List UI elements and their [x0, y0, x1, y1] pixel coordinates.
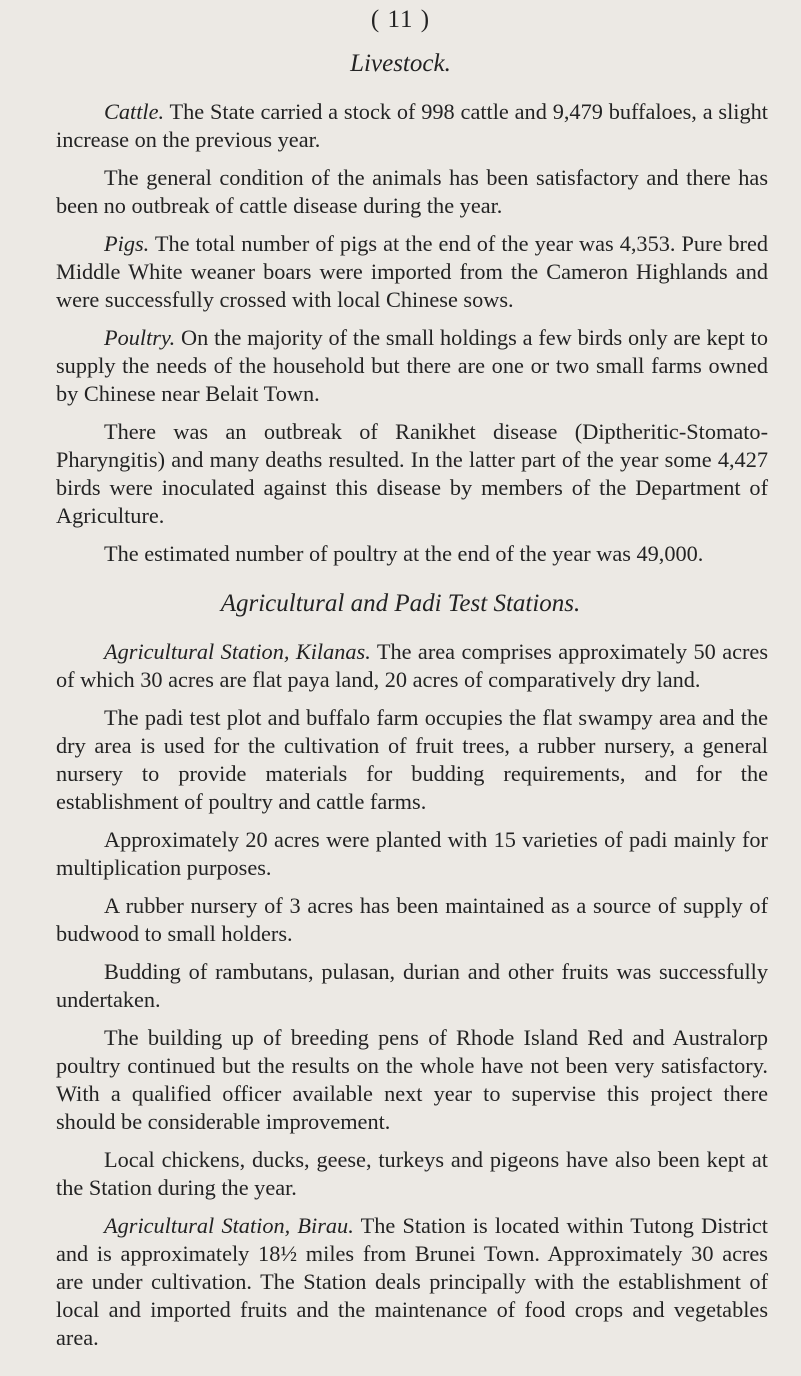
budding-paragraph: Budding of rambutans, pulasan, durian and other fruits was successfully undertaken. — [56, 959, 768, 1013]
page-number: ( 11 ) — [370, 6, 431, 33]
cattle-paragraph — [56, 98, 768, 154]
pigs-lead: Pigs. — [104, 231, 150, 256]
breeding-pens-paragraph: The building up of breeding pens of Rhode Island Red and Australorp poultry continued but the results on the whole have not been very satisfactory. With a qualified officer available next year to supervise this project there should be considerable improvement. — [56, 1025, 768, 1135]
local-chickens-paragraph: Local chickens, ducks, geese, turkeys and pigeons have also been kept at the Station during the year. — [56, 1147, 768, 1201]
cattle-lead: Cattle. — [104, 99, 165, 124]
poultry-lead: Poultry. — [104, 325, 176, 350]
pigs-paragraph — [56, 230, 768, 314]
stations-heading: Agricultural and Padi Test Stations. — [220, 590, 581, 617]
cattle-condition-paragraph: The general condition of the animals has been satisfactory and there has been no outbreak of cattle disease during the year. — [56, 165, 768, 219]
kilanas-paragraph — [56, 638, 768, 694]
kilanas-lead: Agricultural Station, Kilanas. — [104, 639, 371, 664]
varieties-paragraph: Approximately 20 acres were planted with 15 varieties of padi mainly for multiplication purposes. — [56, 827, 768, 881]
birau-text: The Station is located within Tutong District and is approximately 18½ miles from Brunei Town. Approximately 30 acres are under cultivation. The Station deals principally with the establishment of local and imported fruits and the maintenance of food crops and vegetables area. — [56, 1213, 768, 1351]
poultry-paragraph — [56, 324, 768, 408]
livestock-heading: Livestock. — [350, 50, 451, 77]
pigs-text: The total number of pigs at the end of the year was 4,353. Pure bred Middle White weaner boars were imported from the Cameron Highlands and were successfully crossed with local Chinese sows. — [56, 231, 768, 313]
poultry-estimate-paragraph: The estimated number of poultry at the end of the year was 49,000. — [104, 541, 704, 566]
birau-lead: Agricultural Station, Birau. — [104, 1213, 354, 1238]
cattle-text: The State carried a stock of 998 cattle and 9,479 buffaloes, a slight increase on the previous year. — [56, 99, 768, 153]
ranikhet-paragraph: There was an outbreak of Ranikhet disease (Diptheritic-Stomato-Pharyngitis) and many deaths resulted. In the latter part of the year some 4,427 birds were inoculated against this disease by members of the Department of Agriculture. — [56, 419, 768, 529]
padi-plot-paragraph: The padi test plot and buffalo farm occupies the flat swampy area and the dry area is used for the cultivation of fruit trees, a rubber nursery, a general nursery to provide materials for budding requirements, and for the establishment of poultry and cattle farms. — [56, 705, 768, 815]
poultry-text: On the majority of the small holdings a few birds only are kept to supply the needs of the household but there are one or two small farms owned by Chinese near Belait Town. — [56, 325, 768, 407]
rubber-nursery-paragraph: A rubber nursery of 3 acres has been maintained as a source of supply of budwood to small holders. — [56, 893, 768, 947]
kilanas-text: The area comprises approximately 50 acres of which 30 acres are flat paya land, 20 acres of comparatively dry land. — [56, 639, 768, 693]
birau-paragraph — [56, 1212, 768, 1352]
